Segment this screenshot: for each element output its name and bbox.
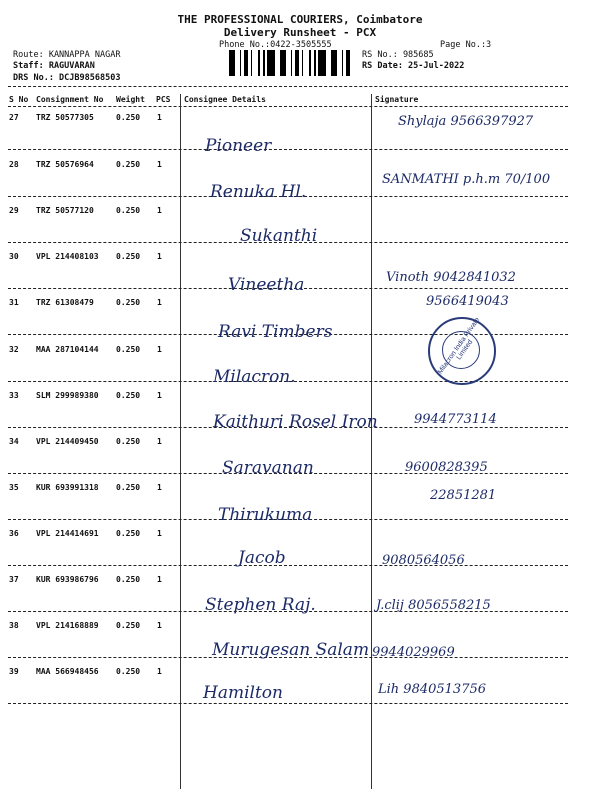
consignee-name-handwritten: Renuka Hl. xyxy=(210,182,307,202)
barcode-bar xyxy=(323,50,326,76)
pieces-count: 1 xyxy=(157,252,162,261)
serial-number: 33 xyxy=(9,391,19,400)
consignment-number: TRZ 50577305 xyxy=(36,113,94,122)
pieces-count: 1 xyxy=(157,667,162,676)
col-pcs: PCS xyxy=(156,95,171,104)
pieces-count: 1 xyxy=(157,437,162,446)
consignment-number: SLM 299989380 xyxy=(36,391,99,400)
serial-number: 30 xyxy=(9,252,19,261)
consignment-number: TRZ 50576964 xyxy=(36,160,94,169)
barcode-bar xyxy=(295,50,298,76)
rs-number: RS No.: 985685 xyxy=(362,50,434,60)
barcode-bar xyxy=(321,50,323,76)
barcode-bar xyxy=(247,50,248,76)
serial-number: 39 xyxy=(9,667,19,676)
serial-number: 27 xyxy=(9,113,19,122)
weight-value: 0.250 xyxy=(116,575,141,584)
serial-number: 38 xyxy=(9,621,19,630)
barcode-bar xyxy=(298,50,299,76)
consignment-number: VPL 214168889 xyxy=(36,621,99,630)
pieces-count: 1 xyxy=(157,529,162,538)
pieces-count: 1 xyxy=(157,621,162,630)
receiver-signature: 9566419043 xyxy=(426,294,509,309)
weight-value: 0.250 xyxy=(116,160,141,169)
consignee-name-handwritten: Jacob xyxy=(238,548,286,568)
col-consignment: Consignment No xyxy=(36,95,104,104)
barcode-bar xyxy=(263,50,265,76)
barcode-bar xyxy=(318,50,321,76)
receiver-signature: 9944773114 xyxy=(414,412,497,427)
serial-number: 32 xyxy=(9,345,19,354)
barcode-bar xyxy=(309,50,311,76)
consignee-name-handwritten: Hamilton xyxy=(203,683,283,703)
serial-number: 37 xyxy=(9,575,19,584)
weight-value: 0.250 xyxy=(116,345,141,354)
company-title: THE PROFESSIONAL COURIERS, Coimbatore xyxy=(177,13,423,26)
route-label: Route: KANNAPPA NAGAR xyxy=(13,50,121,60)
phone-number: Phone No.:0422-3505555 xyxy=(219,40,332,50)
row-divider xyxy=(8,565,568,566)
barcode-bar xyxy=(258,50,260,76)
stamp-text: Milacron India Private Limited xyxy=(436,316,482,376)
weight-value: 0.250 xyxy=(116,437,141,446)
serial-number: 29 xyxy=(9,206,19,215)
consignee-name-handwritten: Thirukuma xyxy=(218,505,313,525)
runsheet-subtitle: Delivery Runsheet - PCX xyxy=(223,26,377,39)
receiver-signature: 9944029969 xyxy=(372,645,455,660)
weight-value: 0.250 xyxy=(116,391,141,400)
barcode-bar xyxy=(232,50,235,76)
pieces-count: 1 xyxy=(157,113,162,122)
barcode-bar xyxy=(240,50,241,76)
barcode-bar xyxy=(346,50,349,76)
receiver-signature: Shylaja 9566397927 xyxy=(398,114,534,129)
weight-value: 0.250 xyxy=(116,529,141,538)
header-bottom-rule xyxy=(8,106,568,107)
row-divider xyxy=(8,703,568,704)
weight-value: 0.250 xyxy=(116,252,141,261)
barcode-bar xyxy=(349,50,350,76)
consignment-number: VPL 214409450 xyxy=(36,437,99,446)
consignee-name-handwritten: Sukanthi xyxy=(240,226,318,246)
row-divider xyxy=(8,149,568,150)
pieces-count: 1 xyxy=(157,298,162,307)
column-divider xyxy=(180,94,181,789)
pieces-count: 1 xyxy=(157,206,162,215)
consignment-number: TRZ 61308479 xyxy=(36,298,94,307)
barcode-bar xyxy=(229,50,232,76)
weight-value: 0.250 xyxy=(116,113,141,122)
barcode-bar xyxy=(314,50,316,76)
barcode-bar xyxy=(280,50,283,76)
serial-number: 28 xyxy=(9,160,19,169)
receiver-signature: Lih 9840513756 xyxy=(378,682,487,697)
consignment-number: KUR 693991318 xyxy=(36,483,99,492)
consignment-number: VPL 214408103 xyxy=(36,252,99,261)
receiver-signature: 22851281 xyxy=(430,488,497,503)
header-top-rule xyxy=(8,86,568,87)
consignee-name-handwritten: Vineetha xyxy=(228,275,305,295)
consignee-name-handwritten: Saravanan xyxy=(222,458,314,478)
company-stamp xyxy=(428,317,496,385)
receiver-signature: 9600828395 xyxy=(405,460,488,475)
col-weight: Weight xyxy=(116,95,145,104)
barcode-bar xyxy=(283,50,286,76)
barcode-bar xyxy=(272,50,275,76)
barcode-image xyxy=(229,50,355,76)
barcode-bar xyxy=(244,50,247,76)
pieces-count: 1 xyxy=(157,575,162,584)
drs-number: DRS No.: DCJB98568503 xyxy=(13,73,121,83)
column-divider xyxy=(371,94,372,789)
weight-value: 0.250 xyxy=(116,621,141,630)
serial-number: 31 xyxy=(9,298,19,307)
receiver-signature: Vinoth 9042841032 xyxy=(386,270,516,285)
col-signature: Signature xyxy=(375,95,419,104)
pieces-count: 1 xyxy=(157,483,162,492)
pieces-count: 1 xyxy=(157,391,162,400)
receiver-signature: SANMATHI p.h.m 70/100 xyxy=(382,172,551,187)
consignee-name-handwritten: Stephen Raj. xyxy=(205,595,316,615)
serial-number: 35 xyxy=(9,483,19,492)
pieces-count: 1 xyxy=(157,345,162,354)
col-consignee: Consignee Details xyxy=(184,95,266,104)
weight-value: 0.250 xyxy=(116,483,141,492)
page-number: Page No.:3 xyxy=(440,40,492,50)
weight-value: 0.250 xyxy=(116,206,141,215)
barcode-bar xyxy=(331,50,334,76)
barcode-bar xyxy=(342,50,343,76)
col-sno: S No xyxy=(9,95,29,104)
barcode-bar xyxy=(251,50,252,76)
receiver-signature: 9080564056 xyxy=(382,553,465,568)
barcode-bar xyxy=(302,50,303,76)
receiver-signature: J.clij 8056558215 xyxy=(376,598,491,613)
consignment-number: MAA 287104144 xyxy=(36,345,99,354)
consignment-number: VPL 214414691 xyxy=(36,529,99,538)
barcode-bar xyxy=(270,50,272,76)
serial-number: 34 xyxy=(9,437,19,446)
consignee-name-handwritten: Pioneer xyxy=(205,136,272,156)
consignee-name-handwritten: Murugesan Salam xyxy=(212,640,370,660)
staff-label: Staff: RAGUVARAN xyxy=(13,61,95,71)
barcode-bar xyxy=(267,50,270,76)
consignment-number: KUR 693986796 xyxy=(36,575,99,584)
consignee-name-handwritten: Ravi Timbers xyxy=(218,322,333,342)
serial-number: 36 xyxy=(9,529,19,538)
consignee-name-handwritten: Kaithuri Rosel Iron xyxy=(213,412,378,432)
weight-value: 0.250 xyxy=(116,298,141,307)
barcode-bar xyxy=(291,50,292,76)
pieces-count: 1 xyxy=(157,160,162,169)
barcode-bar xyxy=(334,50,337,76)
rs-date: RS Date: 25-Jul-2022 xyxy=(362,61,465,71)
consignee-name-handwritten: Milacron. xyxy=(213,367,296,387)
consignment-number: MAA 566948456 xyxy=(36,667,99,676)
weight-value: 0.250 xyxy=(116,667,141,676)
consignment-number: TRZ 50577120 xyxy=(36,206,94,215)
